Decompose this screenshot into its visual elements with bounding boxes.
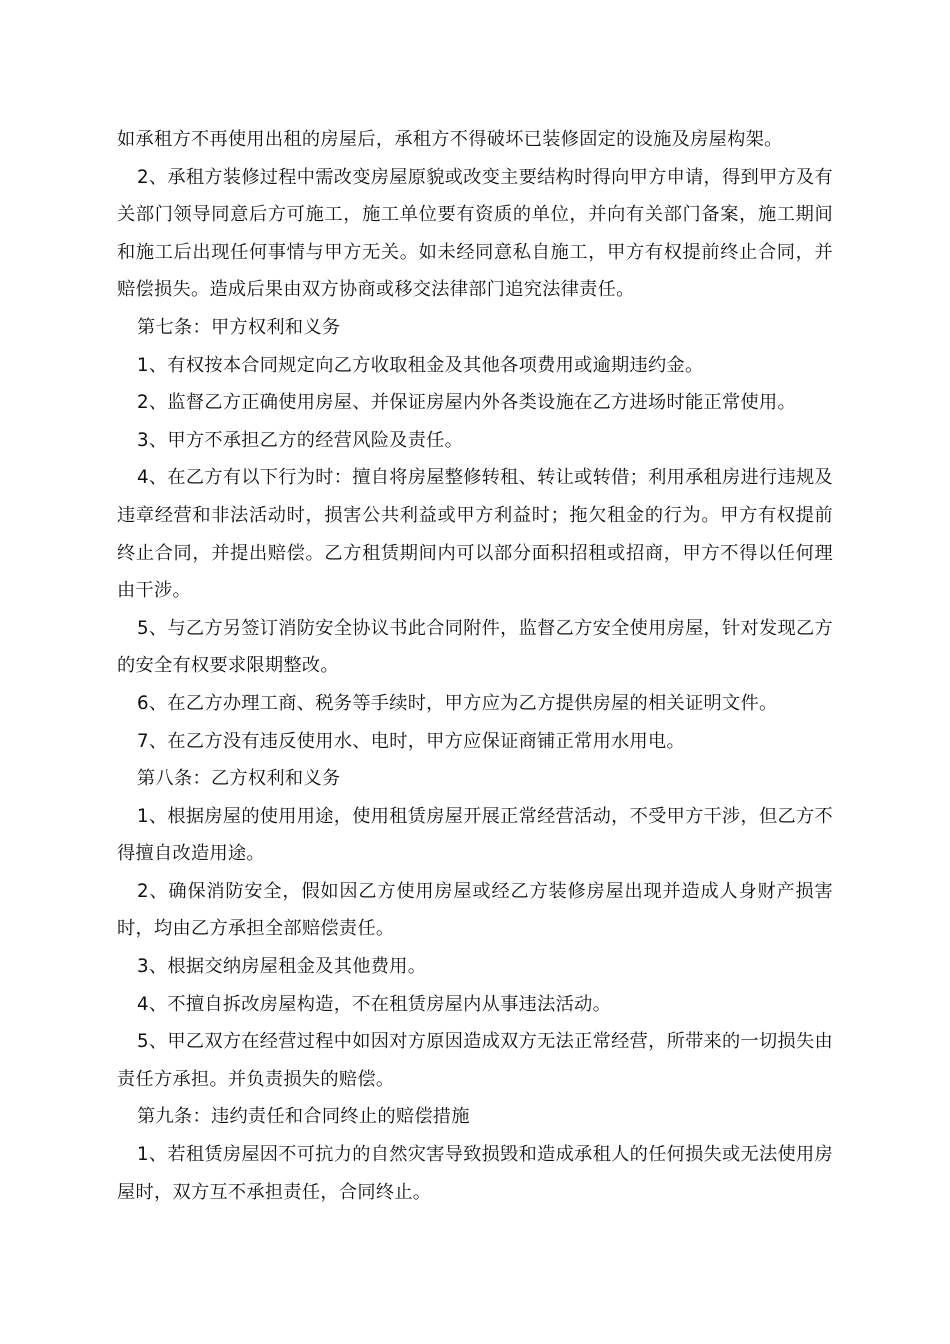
paragraph-article-8-item-4: 4、不擅自拆改房屋构造，不在租赁房屋内从事违法活动。 xyxy=(137,993,612,1015)
paragraph-article-9-item-1: 1、若租赁房屋因不可抗力的自然灾害导致损毁和造成承租人的任何损失或无法使用房屋时，双方互不承担责任，合同终止。 xyxy=(117,1144,833,1203)
paragraph-article-8-item-2: 2、确保消防安全，假如因乙方使用房屋或经乙方装修房屋出现并造成人身财产损害时，均由乙方承担全部赔偿责任。 xyxy=(117,880,833,940)
paragraph-article-7-item-6: 6、在乙方办理工商、税务等手续时，甲方应为乙方提供房屋的相关证明文件。 xyxy=(137,692,778,714)
paragraph-article-7-item-3: 3、甲方不承担乙方的经营风险及责任。 xyxy=(137,429,464,451)
paragraph-article-7-item-7: 7、在乙方没有违反使用水、电时，甲方应保证商铺正常用水用电。 xyxy=(137,730,686,752)
paragraph-clause-6-item-2: 2、承租方装修过程中需改变房屋原貌或改变主要结构时得向甲方申请，得到甲方及有关部门领导同意后方可施工，施工单位要有资质的单位，并向有关部门备案，施工期间和施工后出现任何事情与甲方无关。如未经同意私自施工，甲方有权提前终止合同，并赔偿损失。造成后果由双方协商或移交法律部门追究法律责任。 xyxy=(117,166,833,301)
document-page xyxy=(117,121,833,1211)
paragraph-article-7-item-2: 2、监督乙方正确使用房屋、并保证房屋内外各类设施在乙方进场时能正常使用。 xyxy=(137,392,796,414)
paragraph-article-8-item-1: 1、根据房屋的使用用途，使用租赁房屋开展正常经营活动，不受甲方干涉，但乙方不得擅自改造用途。 xyxy=(117,805,833,865)
paragraph-article-8-item-5: 5、甲乙双方在经营过程中如因对方原因造成双方无法正常经营，所带来的一切损失由责任方承担。并负责损失的赔偿。 xyxy=(117,1031,833,1090)
section-heading-article-9: 第九条：违约责任和合同终止的赔偿措施 xyxy=(137,1106,470,1128)
paragraph-article-7-item-4: 4、在乙方有以下行为时：擅自将房屋整修转租、转让或转借；利用承租房进行违规及违章经营和非法活动时，损害公共利益或甲方利益时；拖欠租金的行为。甲方有权提前终止合同，并提出赔偿。乙方租赁期间内可以部分面积招租或招商，甲方不得以任何理由干涉。 xyxy=(117,467,833,602)
paragraph-article-7-item-1: 1、有权按本合同规定向乙方收取租金及其他各项费用或逾期违约金。 xyxy=(137,354,704,376)
paragraph-clause-6-cont: 如承租方不再使用出租的房屋后，承租方不得破坏已装修固定的设施及房屋构架。 xyxy=(117,129,783,150)
section-heading-article-8: 第八条：乙方权利和义务 xyxy=(137,768,341,790)
paragraph-article-7-item-5: 5、与乙方另签订消防安全协议书此合同附件，监督乙方安全使用房屋，针对发现乙方的安全有权要求限期整改。 xyxy=(117,617,833,677)
section-heading-article-7: 第七条：甲方权利和义务 xyxy=(137,316,341,338)
paragraph-article-8-item-3: 3、根据交纳房屋租金及其他费用。 xyxy=(137,956,427,978)
